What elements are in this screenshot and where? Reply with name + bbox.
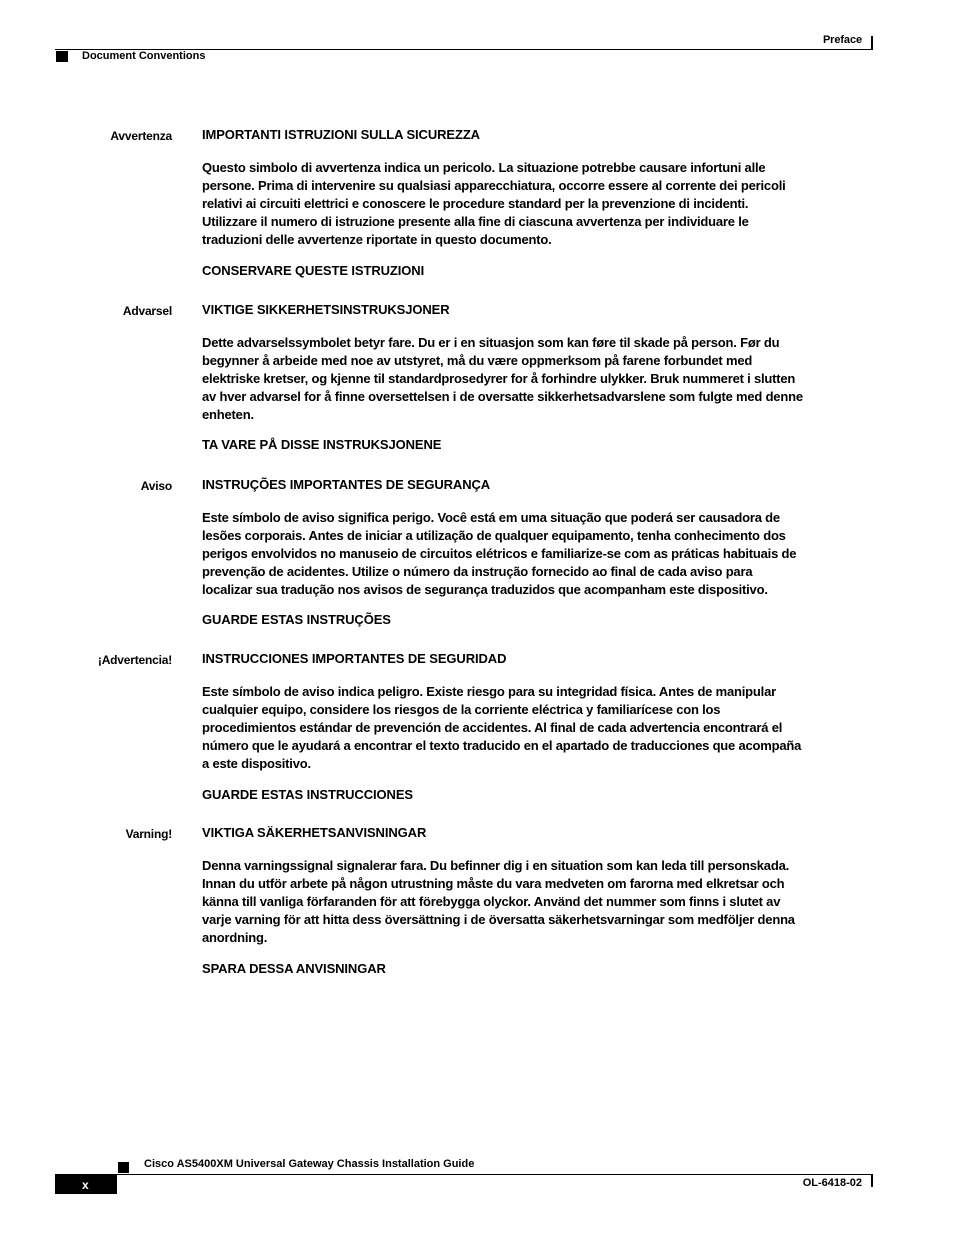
paragraph-line: Denna varningssignal signalerar fara. Du befinner dig i en situation som kan leda till personskada. [202, 858, 790, 873]
warning-heading: INSTRUCCIONES IMPORTANTES DE SEGURIDAD [202, 651, 507, 666]
footer-tick [871, 1174, 873, 1187]
paragraph-line: begynner å arbeide med noe av utstyret, må du være oppmerksom på farene forbundet med [202, 353, 753, 368]
warning-closing: GUARDE ESTAS INSTRUCCIONES [202, 787, 413, 802]
paragraph-line: av hver advarsel for å finne oversettelsen i de oversatte sikkerhetsadvarslene som fulgte med denne [202, 389, 803, 404]
page-number: x [55, 1175, 117, 1194]
paragraph-line: Dette advarselssymbolet betyr fare. Du er i en situasjon som kan føre til skade på person. Før du [202, 335, 780, 350]
warning-label: Aviso [140, 479, 172, 493]
footer-rule [55, 1174, 873, 1175]
paragraph-line: a este dispositivo. [202, 756, 311, 771]
header-block [56, 51, 68, 62]
warning-paragraph [202, 857, 866, 947]
chapter-title: Preface [822, 34, 862, 46]
warning-heading: IMPORTANTI ISTRUZIONI SULLA SICUREZZA [202, 127, 480, 142]
paragraph-line: perigos envolvidos no manuseio de circuitos elétricos e familiarize-se com as práticas habituais de [202, 546, 797, 561]
warning-label: ¡Advertencia! [97, 653, 172, 667]
paragraph-line: persone. Prima di intervenire su qualsiasi apparecchiatura, occorre essere al corrente dei pericoli [202, 178, 786, 193]
warning-label: Avvertenza [110, 129, 172, 143]
paragraph-line: lesões corporais. Antes de iniciar a utilização de qualquer equipamento, tenha conhecimento dos [202, 528, 786, 543]
paragraph-line: elektriske kretser, og kjenne til standardprosedyrer for å forhindre ulykker. Bruk nummeret i slutten [202, 371, 796, 386]
paragraph-line: cualquier equipo, considere los riesgos de la corriente eléctrica y familiarícese con los [202, 702, 721, 717]
paragraph-line: traduzioni delle avvertenze riportate in questo documento. [202, 232, 552, 247]
warning-paragraph [202, 683, 866, 773]
header-tick [871, 36, 873, 50]
paragraph-line: Innan du utför arbete på någon utrustning måste du vara medveten om farorna med elkretsar och [202, 876, 785, 891]
warning-heading: INSTRUÇÕES IMPORTANTES DE SEGURANÇA [202, 477, 491, 492]
warning-paragraph [202, 159, 866, 249]
paragraph-line: Utilizzare il numero di istruzione presente alla fine di ciascuna avvertenza per individuare le [202, 214, 749, 229]
paragraph-line: número que le ayudará a encontrar el texto traducido en el apartado de traducciones que acompaña [202, 738, 802, 753]
paragraph-line: Este símbolo de aviso significa perigo. Você está em uma situação que poderá ser causadora de [202, 510, 780, 525]
paragraph-line: Este símbolo de aviso indica peligro. Existe riesgo para su integridad física. Antes de manipular [202, 684, 776, 699]
warning-paragraph [202, 509, 866, 599]
paragraph-line: procedimientos estándar de prevención de accidentes. Al final de cada advertencia encontrará el [202, 720, 783, 735]
warning-closing: GUARDE ESTAS INSTRUÇÕES [202, 612, 391, 627]
paragraph-line: relativi ai circuiti elettrici e conoscere le procedure standard per la prevenzione di incidenti. [202, 196, 749, 211]
paragraph-line: enheten. [202, 407, 254, 422]
warning-closing: SPARA DESSA ANVISNINGAR [202, 961, 386, 976]
paragraph-line: känna till vanliga förfaranden för att förebygga olyckor. Använd det nummer som finns i slutet av [202, 894, 781, 909]
section-title: Document Conventions [82, 50, 206, 62]
warning-heading: VIKTIGE SIKKERHETSINSTRUKSJONER [202, 302, 450, 317]
paragraph-line: varje varning för att hitta dess översättning i de översatta säkerhetsvarningar som medföljer denna [202, 912, 795, 927]
warning-paragraph [202, 334, 866, 424]
paragraph-line: prevenção de acidentes. Utilize o número da instrução fornecido ao final de cada aviso para [202, 564, 753, 579]
warning-heading: VIKTIGA SÄKERHETSANVISNINGAR [202, 825, 427, 840]
paragraph-line: localizar sua tradução nos avisos de segurança traduzidos que acompanham este dispositivo. [202, 582, 768, 597]
paragraph-line: Questo simbolo di avvertenza indica un pericolo. La situazione potrebbe causare infortuni alle [202, 160, 766, 175]
warning-closing: TA VARE PÅ DISSE INSTRUKSJONENE [202, 437, 442, 452]
warning-label: Varning! [125, 827, 172, 841]
warning-closing: CONSERVARE QUESTE ISTRUZIONI [202, 263, 425, 278]
book-title: Cisco AS5400XM Universal Gateway Chassis Installation Guide [144, 1158, 475, 1170]
document-number: OL-6418-02 [802, 1177, 862, 1189]
paragraph-line: anordning. [202, 930, 268, 945]
footer-block [118, 1162, 129, 1173]
warning-label: Advarsel [122, 304, 172, 318]
